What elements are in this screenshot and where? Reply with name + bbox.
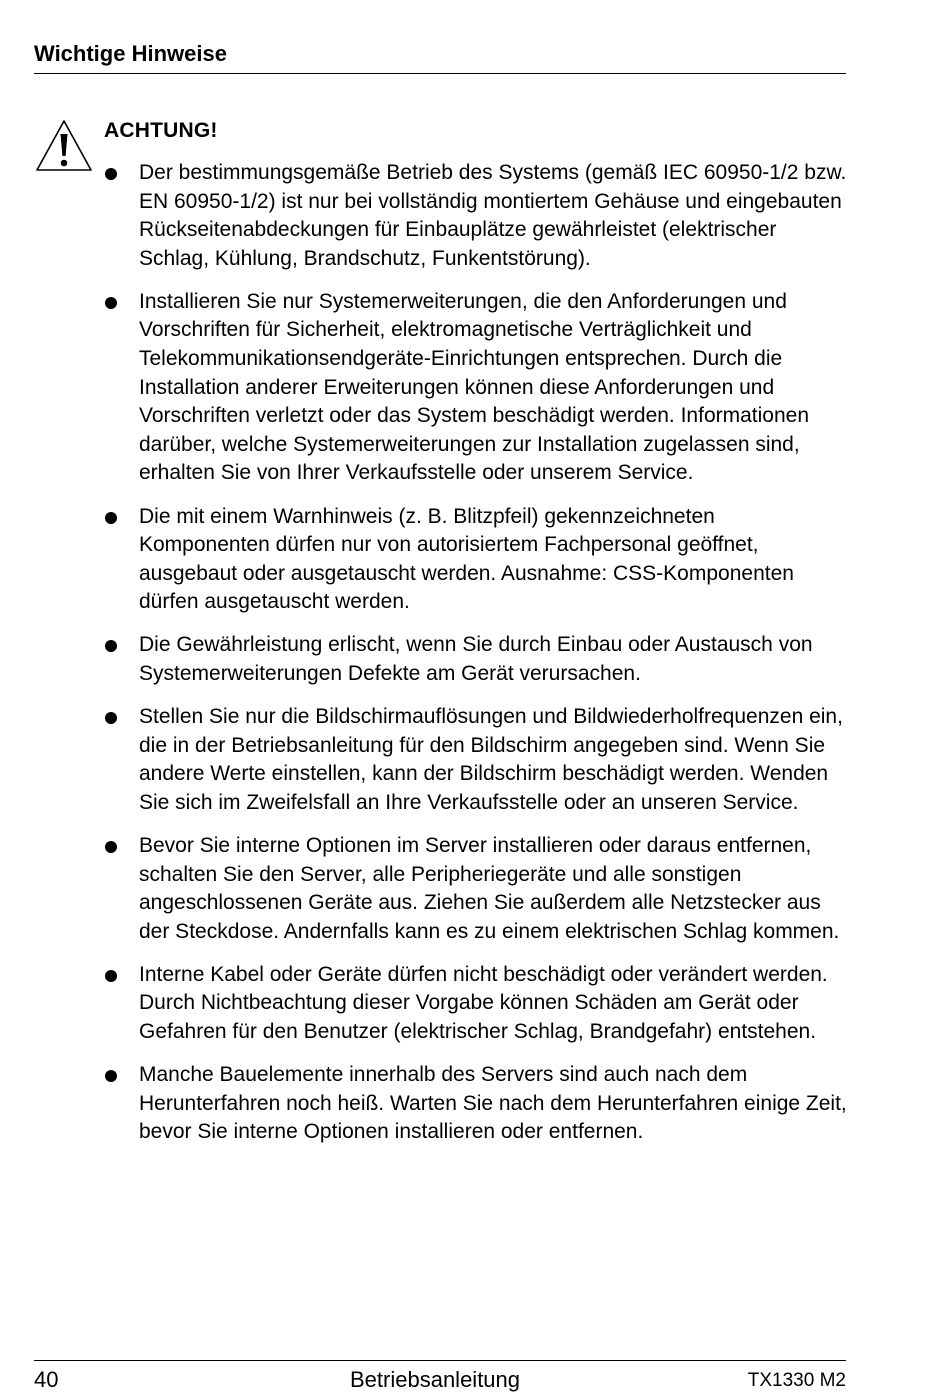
warning-item-text: Interne Kabel oder Geräte dürfen nicht beschädigt oder verändert werden. Durch Nichtbeachtung dieser Vorgabe können Schäden am Gerät oder Gefahren für den Benutzer (elektrischer Schlag, Brandgefahr) entstehen. xyxy=(139,962,828,1044)
warning-item-text: Die Gewährleistung erlischt, wenn Sie durch Einbau oder Austausch von Systemerweiterungen Defekte am Gerät verursachen. xyxy=(139,633,813,685)
bullet-icon xyxy=(105,168,117,180)
warning-triangle-icon xyxy=(33,118,95,176)
warning-list-item xyxy=(104,1061,849,1147)
warning-list-item xyxy=(104,159,849,273)
bullet-icon xyxy=(105,712,117,724)
footer-document-title: Betriebsanleitung xyxy=(350,1367,521,1392)
warning-item-text: Stellen Sie nur die Bildschirmauflösungen und Bildwiederholfrequenzen ein, die in der Betriebsanleitung für den Bildschirm angegeben sind. Wenn Sie andere Werte einstellen, kann der Bildschirm beschädigt werden. Wenden Sie sich im Zweifelsfall an Ihre Verkaufsstelle oder an unseren Service. xyxy=(139,705,843,814)
header-divider xyxy=(34,73,846,74)
warning-item-text: Installieren Sie nur Systemerweiterungen, die den Anforderungen und Vorschriften für Sicherheit, elektromagnetische Verträglichkeit und Telekommunikationsendgeräte-Einrichtungen entsprechen. Durch die Installation anderer Erweiterungen können diese Anforderungen und Vorschriften verletzt oder das System beschädigt werden. Informationen darüber, welche Systemerweiterungen zur Installation zugelassen sind, erhalten Sie von Ihrer Verkaufsstelle oder unserem Service. xyxy=(139,289,810,485)
warning-list-item xyxy=(104,832,849,946)
warning-list-item xyxy=(104,288,849,488)
footer-model: TX1330 M2 xyxy=(747,1370,846,1391)
warning-list-item xyxy=(104,503,849,617)
warning-item-text: Manche Bauelemente innerhalb des Servers sind auch nach dem Herunterfahren noch heiß. Warten Sie nach dem Herunterfahren einige Zeit, bevor Sie interne Optionen installieren oder entfernen. xyxy=(139,1063,847,1144)
page-number: 40 xyxy=(34,1367,59,1392)
page-header-title: Wichtige Hinweise xyxy=(34,41,227,66)
warning-list xyxy=(104,159,849,1161)
bullet-icon xyxy=(105,970,117,982)
bullet-icon xyxy=(105,512,117,524)
warning-list-item xyxy=(104,961,849,1047)
bullet-icon xyxy=(105,297,117,309)
bullet-icon xyxy=(105,1070,117,1082)
warning-item-text: Die mit einem Warnhinweis (z. B. Blitzpfeil) gekennzeichneten Komponenten dürfen nur von autorisiertem Fachpersonal geöffnet, ausgebaut oder ausgetauscht werden. Ausnahme: CSS-Komponenten dürfen ausgetauscht werden. xyxy=(139,504,794,614)
bullet-icon xyxy=(105,841,117,853)
warning-list-item xyxy=(104,703,849,817)
warning-item-text: Bevor Sie interne Optionen im Server installieren oder daraus entfernen, schalten Sie den Server, alle Peripheriegeräte und alle sonstigen angeschlossenen Geräte aus. Ziehen Sie außerdem alle Netzstecker aus der Steckdose. Andernfalls kann es zu einem elektrischen Schlag kommen. xyxy=(139,833,840,943)
footer-divider xyxy=(34,1360,846,1361)
bullet-icon xyxy=(105,640,117,652)
warning-heading: ACHTUNG! xyxy=(104,119,218,142)
warning-item-text: Der bestimmungsgemäße Betrieb des Systems (gemäß IEC 60950-1/2 bzw. EN 60950-1/2) ist nur bei vollständig montiertem Gehäuse und eingebauten Rückseitenabdeckungen für Einbauplätze gewährleistet (elektrischer Schlag, Kühlung, Brandschutz, Funkentstörung). xyxy=(139,161,847,270)
warning-list-item xyxy=(104,631,849,688)
